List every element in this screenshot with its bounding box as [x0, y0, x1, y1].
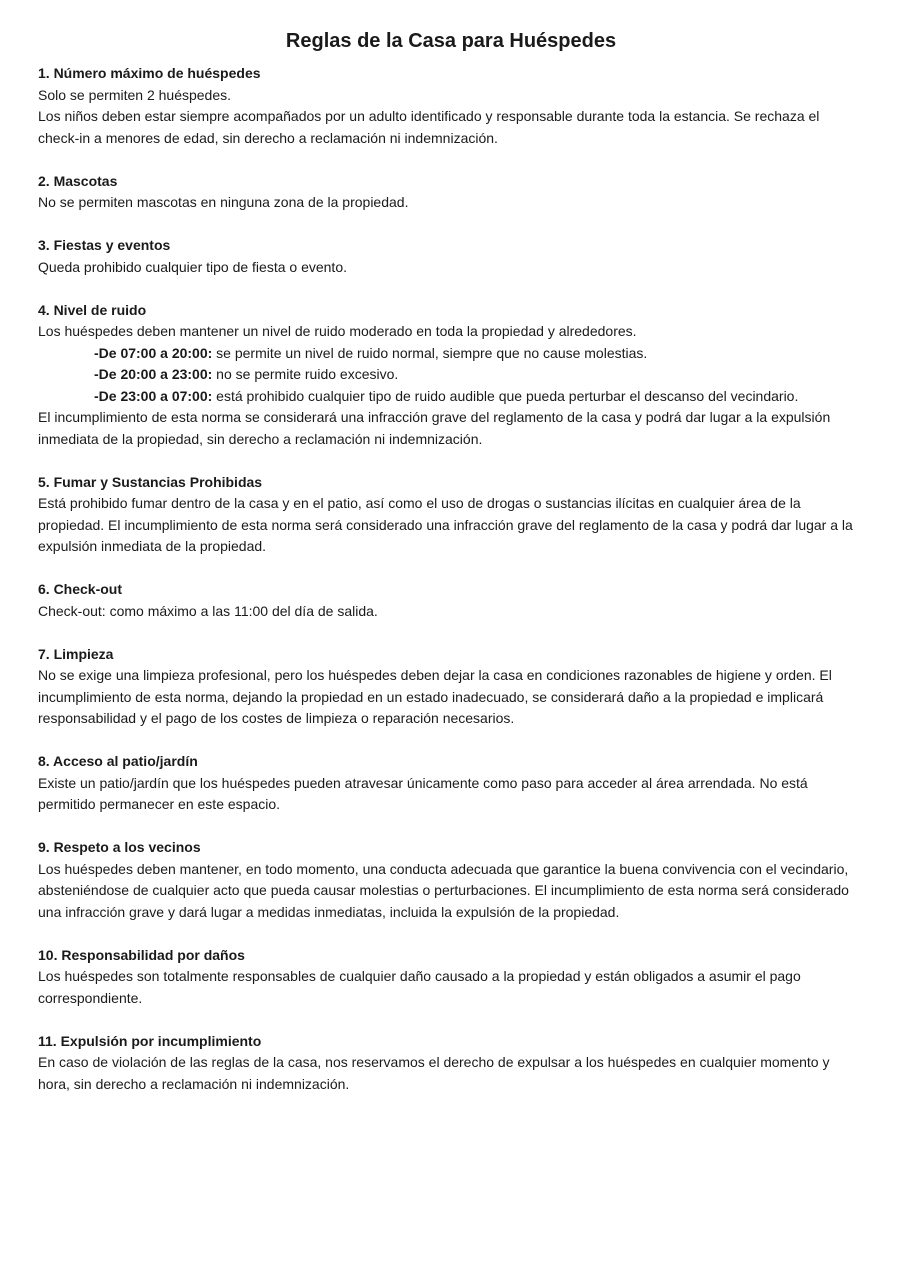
section-text: En caso de violación de las reglas de la casa, nos reservamos el derecho de expulsar a los huéspedes en cualquier momento y hora, sin derecho a reclamación ni indemnización.: [38, 1054, 830, 1092]
section-text: Queda prohibido cualquier tipo de fiesta o evento.: [38, 258, 347, 275]
section-parties: [38, 235, 864, 278]
section-heading: 2. Mascotas: [38, 172, 118, 189]
noise-rule-text: no se permite ruido excesivo.: [212, 366, 399, 382]
noise-rule-item: [38, 386, 864, 408]
noise-time-range: -De 07:00 a 20:00:: [94, 344, 213, 361]
section-max-guests: [38, 63, 864, 149]
section-checkout: [38, 579, 864, 622]
section-heading: 8. Acceso al patio/jardín: [38, 753, 198, 769]
section-damages: [38, 945, 864, 1010]
section-heading: 3. Fiestas y eventos: [38, 237, 171, 253]
document-title: Reglas de la Casa para Huéspedes: [285, 30, 617, 52]
section-garden-access: [38, 751, 864, 816]
section-text: Los huéspedes son totalmente responsables de cualquier daño causado a la propiedad y están obligados a asumir el pago correspondiente.: [38, 968, 801, 1006]
section-text: Check-out: como máximo a las 11:00 del día de salida.: [38, 602, 378, 619]
section-cleaning: [38, 644, 864, 730]
section-noise: [38, 300, 864, 451]
section-heading: 7. Limpieza: [38, 645, 114, 662]
section-text: Los niños deben estar siempre acompañados por un adulto identificado y responsable durante toda la estancia. Se rechaza el check-in a menores de edad, sin derecho a reclamación ni indemnización.: [38, 108, 820, 146]
section-text: Los huéspedes deben mantener un nivel de ruido moderado en toda la propiedad y alrededores.: [38, 323, 637, 339]
section-text: No se permiten mascotas en ninguna zona de la propiedad.: [38, 194, 409, 210]
section-heading: 5. Fumar y Sustancias Prohibidas: [38, 473, 263, 490]
section-expulsion: [38, 1031, 864, 1096]
section-text: Existe un patio/jardín que los huéspedes pueden atravesar únicamente como paso para acceder al área arrendada. No está permitido permanecer en este espacio.: [38, 774, 808, 812]
section-neighbors: [38, 837, 864, 923]
section-heading: 9. Respeto a los vecinos: [38, 839, 201, 855]
section-smoking: [38, 472, 864, 558]
section-text: El incumplimiento de esta norma se considerará una infracción grave del reglamento de la casa y podrá dar lugar a la expulsión inmediata de la propiedad, sin derecho a reclamación ni indemnización.: [38, 409, 831, 447]
section-pets: [38, 171, 864, 214]
section-text: Está prohibido fumar dentro de la casa y en el patio, así como el uso de drogas o sustancias ilícitas en cualquier área de la propiedad. El incumplimiento de esta norma será considerado una infracción grave del reglamento de la casa y podrá dar lugar a la expulsión inmediata de la propiedad.: [38, 495, 853, 554]
section-heading: 11. Expulsión por incumplimiento: [38, 1032, 262, 1049]
noise-rule-text: se permite un nivel de ruido normal, siempre que no cause molestias.: [212, 344, 648, 361]
section-text: No se exige una limpieza profesional, pero los huéspedes deben dejar la casa en condiciones razonables de higiene y orden. El incumplimiento de esta norma, dejando la propiedad en un estado inadecuado, se considerará daño a la propiedad e implicará responsabilidad y el pago de los costes de limpieza o reparación necesarios.: [38, 667, 832, 726]
noise-time-range: -De 20:00 a 23:00:: [94, 366, 213, 382]
noise-rule-text: está prohibido cualquier tipo de ruido audible que pueda perturbar el descanso del vecindario.: [212, 387, 799, 404]
noise-rule-item: [38, 364, 864, 386]
section-heading: 10. Responsabilidad por daños: [38, 946, 245, 963]
noise-rule-item: [38, 343, 864, 365]
section-heading: 1. Número máximo de huéspedes: [38, 65, 261, 81]
section-heading: 6. Check-out: [38, 581, 123, 597]
rules-document: [38, 28, 864, 1117]
section-heading: 4. Nivel de ruido: [38, 301, 147, 318]
noise-time-range: -De 23:00 a 07:00:: [94, 387, 213, 404]
section-text: Solo se permiten 2 huéspedes.: [38, 86, 232, 103]
section-text: Los huéspedes deben mantener, en todo momento, una conducta adecuada que garantice la buena convivencia con el vecindario, absteniéndose de cualquier acto que pueda causar molestias o perturbaciones. El incumplimiento de esta norma será considerado una infracción grave y dará lugar a medidas inmediatas, incluida la expulsión de la propiedad.: [38, 860, 849, 920]
